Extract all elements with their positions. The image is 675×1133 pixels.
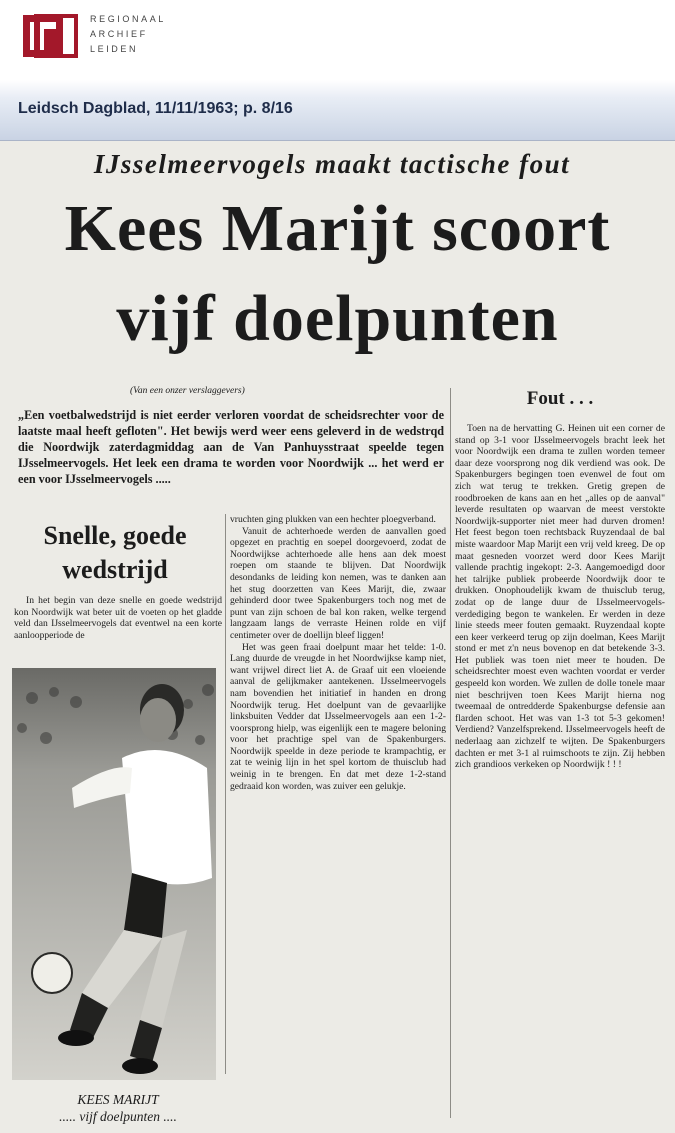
subhead-fout: Fout . . . xyxy=(526,388,594,409)
archive-name-line-1: REGIONAAL xyxy=(90,14,166,24)
regionaal-archief-logo-icon xyxy=(22,14,78,58)
article-column-2 xyxy=(230,514,446,792)
article-paragraph: Vanuit de achterhoede werden de aanvallen goed opgezet en prachtig en soepel doorgevoerd, zodat de Noordwijkse achterhoede alle hens aan dek moest roepen om staande te blijven. Dat Noordwijk desondanks de leiding kon nemen, was te danken aan het stug doorzetten van Kees Marijt, die, zwaar gehinderd door twee Spakenburgers toch nog met de punt van zijn schoen de bal kon raken, welke tergend langzaam langs de verraste Heinen rolde en vijf centimeter over de doellijn bleef liggen! xyxy=(230,525,446,641)
caption-text: ..... vijf doelpunten .... xyxy=(59,1109,177,1124)
column-divider xyxy=(450,388,451,1118)
football-player-photo xyxy=(12,668,216,1080)
source-citation: Leidsch Dagblad, 11/11/1963; p. 8/16 xyxy=(18,100,293,117)
archive-header xyxy=(0,0,675,80)
photo-caption xyxy=(18,1091,218,1125)
subhead-line: wedstrijd xyxy=(62,555,168,584)
caption-name: KEES MARIJT xyxy=(77,1092,159,1107)
citation-bar xyxy=(0,80,675,141)
column-divider xyxy=(225,514,226,1074)
archive-name-line-2: ARCHIEF xyxy=(90,29,148,39)
article-column-1 xyxy=(14,595,222,641)
article-paragraph: Toen na de hervatting G. Heinen uit een corner de stand op 3-1 voor IJsselmeervogels bracht leek het voor Noordwijk een drama te zullen worden temeer daar deze voorsprong nog dik verdiend was ook. De Spakenburgers begingen toen evenwel de fout om zich wat terug te trekken. Gretig grepen de roodbroeken de kans aan en het „alles op de aanval" leverde resultaten op waarvan de meest verstokte Noordwijk-supporter niet meer had durven dromen! Het feest begon toen rechtsback Ruyzendaal de bal miste waardoor Map Marijt een vrij veld kreeg. De op maat gesneden voorzet werd door Kees Marijt vallende prachtig ingekopt: 2-3. Aangemoedigd door het talrijke publiek probeerde Noordwijk door te drukken. Onophoudelijk kwam de thuisclub terug, zodat op de lange duur de IJsselmeervogels-verdediging begon te wankelen. Er werden in deze linie steeds meer fouten gemaakt. Ruyzendaal kopte een keer verkeerd terug op zijn doelman, Kees Marijt stond er met z'n neus bovenop en dat betekende 3-3. Het publiek was toen niet meer te houden. De scheidsrechter moest even wachten voordat er verder gespeeld kon worden. We zullen de dolle tonele maar niet beschrijven toen Kees Marijt hierna nog tweemaal de ontredderde Spakenburgse defensie aan flarden schoot. Het was van 1-3 tot 5-3 gekomen! Verdiend? Vanzelfsprekend. IJsselmeervogels heeft de nederlaag aan zichzelf te wijten. De Spakenburgers dachten er met 3-1 al ruimschoots te zijn. Zij hebben zich grandioos verkeken op Noordwijk ! ! ! xyxy=(455,423,665,771)
headline-line-1: Kees Marijt scoort xyxy=(64,192,611,265)
lead-paragraph: „Een voetbalwedstrijd is niet eerder verloren voordat de scheidsrechter voor de laatste maal heeft gefloten". Het bewijs werd weer eens geleverd in de wedstrqd die Noordwijk zaterdagmiddag aan de Van Panhuysstraat speelde tegen IJsselmeervogels. Het leek een drama te worden voor Noordwijk ... het werd er een voor IJsselmeervogels ..... xyxy=(18,408,444,486)
subhead-line: Snelle, goede xyxy=(43,521,187,550)
byline: (Van een onzer verslaggevers) xyxy=(130,386,245,396)
subhead-snelle-goede-wedstrijd xyxy=(8,519,222,587)
newspaper-clipping xyxy=(0,141,675,1133)
article-paragraph: In het begin van deze snelle en goede wedstrijd kon Noordwijk wat beter uit de voeten op het gladde veld dan IJsselmeervogels dat eventwel na een korte aanloopperiode de xyxy=(14,595,222,641)
article-column-3 xyxy=(455,423,665,771)
archive-name xyxy=(90,12,166,57)
archive-name-line-3: LEIDEN xyxy=(90,44,139,54)
article-paragraph: vruchten ging plukken van een hechter ploegverband. xyxy=(230,514,436,525)
headline-line-2: vijf doelpunten xyxy=(116,282,559,355)
article-paragraph: Het was geen fraai doelpunt maar het telde: 1-0. Lang duurde de vreugde in het Noordwijkse kamp niet, want vrijwel direct liet A. de Graaf uit een vloeiende aanval de gelijkmaker aantekenen. IJsselmeervogels nam bovendien het initiatief in handen en drong Noordwijk terug. Het doelpunt van de gevaarlijke linksbuiten Vedder dat IJsselmeervogels aan een 1-2-voorsprong hielp, was eigenlijk een te magere beloning voor het prachtige spel van de Spakenburgers. Noordwijk speelde in deze periode te krampachtig, er zat te weinig lijn in het spel kortom de thuisclub had weinig in te brengen. En dat met deze 1-2-stand gedraaid kon worden, was zuiver een gelukje. xyxy=(230,641,446,792)
article-kicker: IJsselmeervogels maakt tactische fout xyxy=(93,149,571,179)
